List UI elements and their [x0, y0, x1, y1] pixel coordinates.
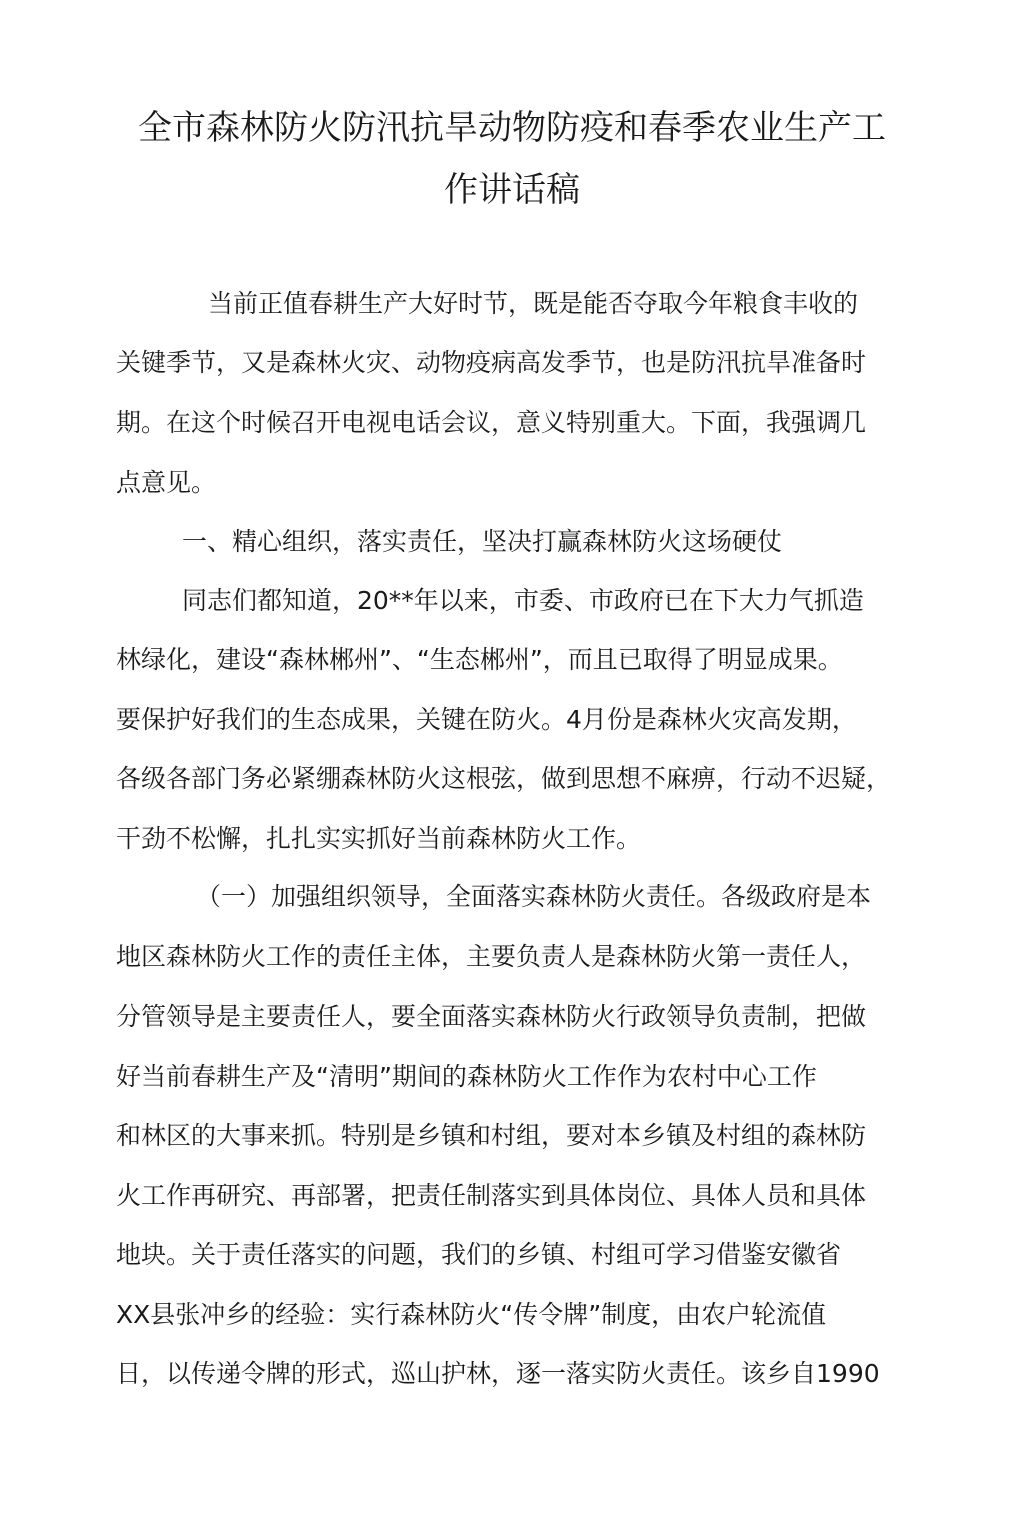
body-line-6: 同志们都知道，20**年以来，市委、市政府已在下大力气抓造 — [182, 586, 864, 615]
body-line-19: 日，以传递令牌的形式，巡山护林，逐一落实防火责任。该乡自1990 — [116, 1359, 880, 1388]
body-line-2: 关键季节，又是森林火灾、动物疫病高发季节，也是防汛抗旱准备时 — [116, 348, 867, 377]
body-line-17: 地块。关于责任落实的问题，我们的乡镇、村组可学习借鉴安徽省 — [116, 1240, 842, 1269]
body-line-14: 好当前春耕生产及“清明”期间的森林防火工作作为农村中心工作 — [116, 1062, 817, 1091]
section-heading-1: 一、精心组织，落实责任，坚决打赢森林防火这场硬仗 — [182, 527, 783, 556]
body-line-1: 当前正值春耕生产大好时节，既是能否夺取今年粮食丰收的 — [208, 289, 859, 318]
body-line-11: （一）加强组织领导，全面落实森林防火责任。各级政府是本 — [196, 882, 872, 911]
title-line-1: 全市森林防火防汛抗旱动物防疫和春季农业生产工 — [138, 108, 886, 148]
body-line-10: 干劲不松懈，扎扎实实抓好当前森林防火工作。 — [116, 824, 642, 853]
body-line-12: 地区森林防火工作的责任主体，主要负责人是森林防火第一责任人， — [116, 942, 867, 971]
body-line-7: 林绿化，建设“森林郴州”、“生态郴州”，而且已取得了明显成果。 — [116, 645, 843, 674]
title-line-2: 作讲话稿 — [444, 170, 580, 210]
body-line-13: 分管领导是主要责任人，要全面落实森林防火行政领导负责制，把做 — [116, 1002, 867, 1031]
body-line-3: 期。在这个时候召开电视电话会议，意义特别重大。下面，我强调几 — [116, 408, 867, 437]
body-line-18: XX县张冲乡的经验：实行森林防火“传令牌”制度，由农户轮流值 — [116, 1300, 827, 1329]
body-line-4: 点意见。 — [116, 468, 217, 497]
body-line-16: 火工作再研究、再部署，把责任制落实到具体岗位、具体人员和具体 — [116, 1181, 867, 1210]
body-line-9: 各级各部门务必紧绷森林防火这根弦，做到思想不麻痹，行动不迟疑， — [116, 764, 892, 793]
body-line-15: 和林区的大事来抓。特别是乡镇和村组，要对本乡镇及村组的森林防 — [116, 1121, 867, 1150]
body-line-8: 要保护好我们的生态成果，关键在防火。4月份是森林火灾高发期， — [116, 705, 857, 734]
